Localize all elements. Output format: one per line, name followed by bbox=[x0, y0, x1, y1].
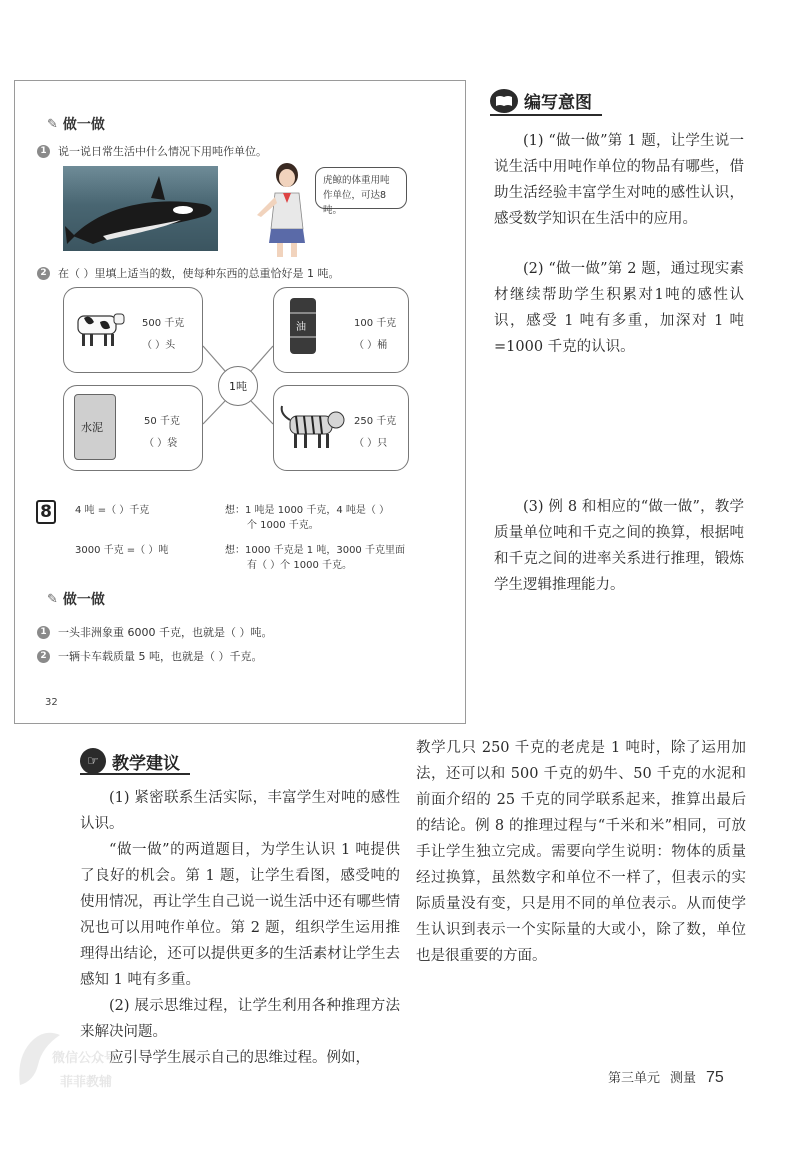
teaching-advice-underline bbox=[80, 773, 190, 775]
oil-box: 油 100 千克 （ ）桶 bbox=[273, 287, 409, 373]
writing-intent-underline bbox=[490, 114, 602, 116]
tiger-box: 250 千克 （ ）只 bbox=[273, 385, 409, 471]
teaching-left-3: (2) 展示思维过程，让学生利用各种推理方法来解决问题。 bbox=[80, 998, 400, 1040]
teaching-left-4: 应引导学生展示自己的思维过程。例如， bbox=[109, 1050, 370, 1066]
speech-bubble: 虎鲸的体重用吨 作单位，可达8吨。 bbox=[315, 167, 407, 209]
intent-paragraph-1: (1) “做一做”第 1 题，让学生说一说生活中用吨作单位的物品有哪些，借助生活经验丰富学生对吨的感性认识，感受数学知识在生活中的应用。 bbox=[494, 133, 744, 227]
watermark-logo: 微信公众号 菲菲教辅 bbox=[12, 1025, 132, 1105]
oil-barrel-icon: 油 bbox=[290, 298, 316, 354]
ex8-hint-1a: 想：1 吨是 1000 千克，4 吨是（ ） bbox=[225, 505, 390, 516]
number-bullet-1: 1 bbox=[37, 626, 50, 639]
intent-paragraph-2: (2) “做一做”第 2 题，通过现实素材继续帮助学生积累对1吨的感性认识，感受 1 吨有多重，加深对 1 吨=1000 千克的认识。 bbox=[494, 261, 744, 355]
tiger-icon bbox=[278, 404, 352, 452]
one-ton-hub: 1吨 bbox=[218, 366, 258, 406]
ex8-question-1: 4 吨 =（ ）千克 bbox=[75, 505, 150, 516]
page-footer bbox=[608, 1067, 724, 1087]
pencil-icon: ✎ bbox=[47, 116, 58, 132]
practice-1: 1 一头非洲象重 6000 千克，也就是（ ）吨。 bbox=[37, 624, 272, 640]
ex8-hint-2a: 想：1000 千克是 1 吨，3000 千克里面 bbox=[225, 545, 405, 556]
example-8-badge: 8 bbox=[36, 500, 56, 524]
intent-paragraph-3: (3) 例 8 和相应的“做一做”，教学质量单位吨和千克之间的换算，根据吨和千克之间的进率关系进行推理，锻炼学生逻辑推理能力。 bbox=[494, 499, 744, 593]
teaching-advice-heading: ☞ 教学建议 bbox=[80, 748, 180, 774]
teaching-left-1: (1) 紧密联系生活实际，丰富学生对吨的感性认识。 bbox=[80, 790, 400, 832]
writing-intent-heading: 编写意图 bbox=[490, 88, 592, 113]
number-bullet-1: 1 bbox=[37, 145, 50, 158]
practice-2: 2 一辆卡车载质量 5 吨，也就是（ ）千克。 bbox=[37, 648, 263, 664]
cement-bag-icon: 水泥 bbox=[74, 394, 116, 460]
page-number: 75 bbox=[706, 1069, 724, 1086]
cow-box: 500 千克 （ ）头 bbox=[63, 287, 203, 373]
unit-label: 第三单元 bbox=[608, 1071, 661, 1086]
question-2: 2 在（ ）里填上适当的数，使每种东西的总重恰好是 1 吨。 bbox=[37, 265, 340, 281]
do-it-heading-2: ✎ 做一做 bbox=[47, 591, 105, 608]
topic-label: 测量 bbox=[670, 1071, 697, 1086]
ex8-hint-2b: 有（ ）个 1000 千克。 bbox=[247, 560, 352, 571]
pencil-icon: ✎ bbox=[47, 591, 58, 607]
hand-icon: ☞ bbox=[80, 748, 106, 774]
book-icon bbox=[490, 89, 518, 113]
cement-box: 水泥 50 千克 （ ）袋 bbox=[63, 385, 203, 471]
ex8-hint-1b: 个 1000 千克。 bbox=[247, 520, 319, 531]
inset-page-number: 32 bbox=[45, 697, 58, 708]
ex8-question-2: 3000 千克 =（ ）吨 bbox=[75, 545, 169, 556]
do-it-heading-1: ✎ 做一做 bbox=[47, 116, 105, 133]
teaching-right-1: 教学几只 250 千克的老虎是 1 吨时，除了运用加法，还可以和 500 千克的奶牛、50 千克的水泥和前面介绍的 25 千克的同学联系起来，推算出最后的结论。例 8 的推理过程与“千米和米”相同，可放手让学生独立完成。需要向学生说明：物体的质量经过换算，虽然数字和单位不一样了，但表示的实际质量没有变，只是用不同的单位表示。从而使学生认识到表示一个实际量的大或小，除了数，单位也是很重要的方面。 bbox=[416, 740, 746, 964]
question-1: 1 说一说日常生活中什么情况下用吨作单位。 bbox=[37, 143, 267, 159]
cow-icon bbox=[70, 308, 128, 348]
number-bullet-2: 2 bbox=[37, 267, 50, 280]
teaching-left-2: “做一做”的两道题目，为学生认识 1 吨提供了良好的机会。第 1 题，让学生看图，感受吨的使用情况，再让学生自己说一说生活中还有哪些情况也可以用吨作单位。第 2 题，组织学生运用推理得出结论，还可以提供更多的生活素材让学生去感知 1 吨有多重。 bbox=[80, 842, 400, 988]
number-bullet-2: 2 bbox=[37, 650, 50, 663]
textbook-inset bbox=[14, 80, 466, 724]
